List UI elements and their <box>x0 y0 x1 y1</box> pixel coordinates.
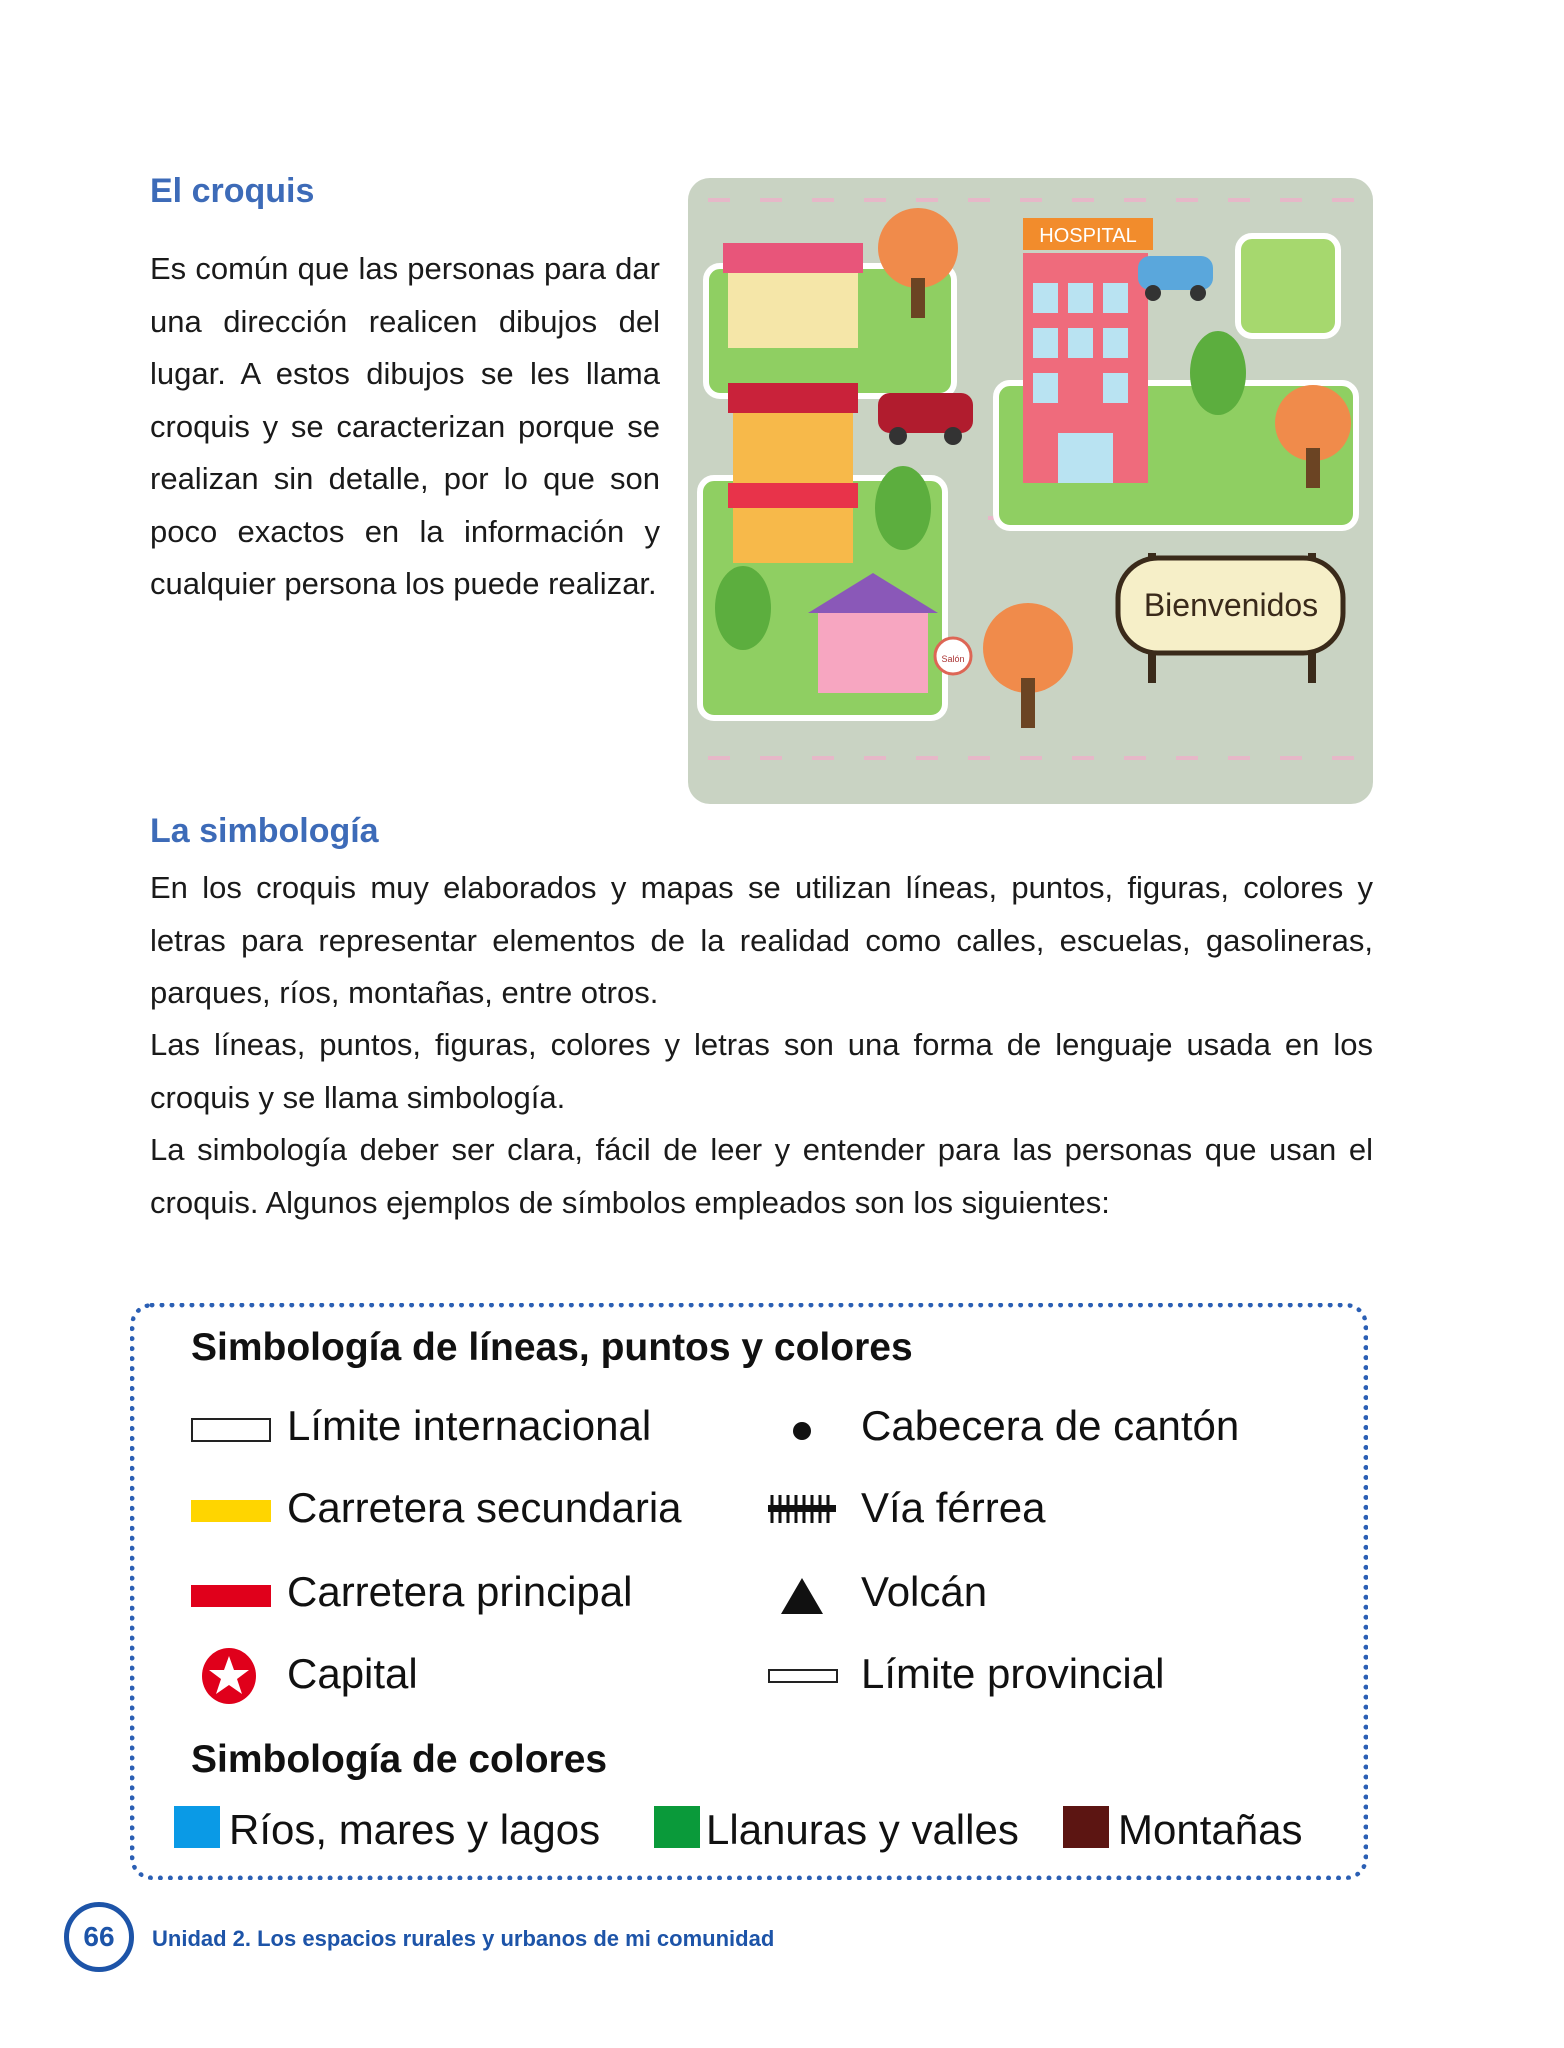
simbologia-paragraph-1: En los croquis muy elaborados y mapas se utilizan líneas, puntos, figuras, colores y letras para representar elementos de la realidad como calles, escuelas, gasolineras, parques, ríos, montañas, entre otros. <box>150 870 1373 1010</box>
main-road-icon <box>191 1585 271 1607</box>
legend-title-lines: Simbología de líneas, puntos y colores <box>191 1326 913 1369</box>
section-title-simbologia: La simbología <box>150 812 379 850</box>
triangle-icon <box>781 1578 823 1614</box>
legend-color-item: Llanuras y valles <box>706 1806 1019 1853</box>
welcome-sign-label: Bienvenidos <box>1143 587 1319 623</box>
salon-label: Salón <box>941 654 965 664</box>
railway-icon <box>768 1493 836 1525</box>
provincial-boundary-icon <box>768 1669 838 1683</box>
legend-item: Vía férrea <box>861 1484 1046 1531</box>
rivers-color-swatch <box>174 1806 220 1848</box>
unit-title: Unidad 2. Los espacios rurales y urbanos de mi comunidad <box>152 1926 775 1951</box>
legend-item: Límite internacional <box>287 1402 652 1449</box>
legend-item: Volcán <box>861 1568 988 1615</box>
hospital-label: HOSPITAL <box>1039 225 1137 247</box>
legend-title-colors: Simbología de colores <box>191 1738 608 1781</box>
dot-icon <box>793 1422 811 1440</box>
legend-item: Cabecera de cantón <box>861 1402 1240 1449</box>
section-title-croquis: El croquis <box>150 172 315 210</box>
legend-item: Carretera secundaria <box>287 1484 682 1531</box>
legend-item: Límite provincial <box>861 1650 1165 1697</box>
international-boundary-icon <box>191 1418 271 1442</box>
croquis-paragraph: Es común que las personas para dar una dirección realicen dibujos del lugar. A estos dibujos se les llama croquis y se caracterizan porque se realizan sin detalle, por lo que son poco exactos en la información y cualquier persona los puede realizar. <box>150 251 660 601</box>
mountains-color-swatch <box>1063 1806 1109 1848</box>
plains-color-swatch <box>654 1806 700 1848</box>
simbologia-paragraph-3: La simbología deber ser clara, fácil de leer y entender para las personas que usan el croquis. Algunos ejemplos de símbolos empleados son los siguientes: <box>150 1132 1373 1220</box>
page-number <box>64 1902 134 1972</box>
star-circle-icon <box>201 1647 257 1705</box>
page-number-text: 66 <box>83 1921 115 1952</box>
legend-color-item: Montañas <box>1118 1806 1303 1853</box>
legend-item: Capital <box>287 1650 418 1697</box>
secondary-road-icon <box>191 1500 271 1522</box>
legend-color-item: Ríos, mares y lagos <box>229 1806 601 1853</box>
croquis-illustration <box>688 178 1373 804</box>
simbologia-paragraph-2: Las líneas, puntos, figuras, colores y letras son una forma de lenguaje usada en los croquis y se llama simbología. <box>150 1027 1373 1115</box>
legend-item: Carretera principal <box>287 1568 633 1615</box>
